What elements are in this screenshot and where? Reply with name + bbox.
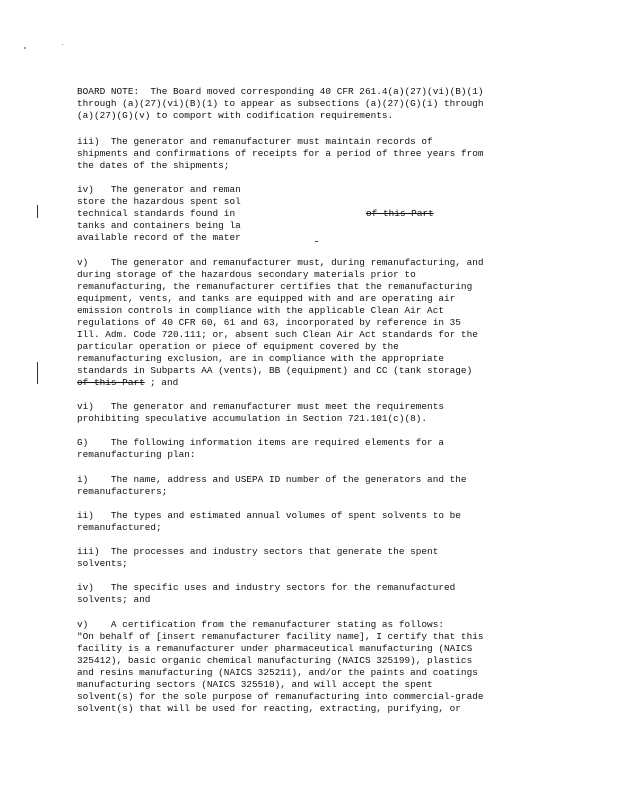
text-line: ii) The types and estimated annual volumes of spent solvents to be xyxy=(77,510,461,521)
text-line: shipments and confirmations of receipts for a period of three years from xyxy=(77,148,484,159)
scan-speck xyxy=(24,47,26,49)
text-line: facility is a remanufacturer under pharmaceutical manufacturing (NAICS xyxy=(77,643,473,654)
text-line: v) A certification from the remanufacturer stating as follows: xyxy=(77,619,444,630)
text-line: regulations of 40 CFR 60, 61 and 63, incorporated by reference in 35 xyxy=(77,317,461,328)
text-line: remanufacturing exclusion, are in compliance with the appropriate xyxy=(77,353,444,364)
struck-text: of this Part xyxy=(366,208,434,219)
text-line: BOARD NOTE: The Board moved corresponding 40 CFR 261.4(a)(27)(vi)(B)(1) xyxy=(77,86,484,97)
text-line: Ill. Adm. Code 720.111; or, absent such Clean Air Act standards for the xyxy=(77,329,478,340)
text-line: "On behalf of [insert remanufacturer facility name], I certify that this xyxy=(77,631,484,642)
text-line: through (a)(27)(vi)(B)(1) to appear as subsections (a)(27)(G)(i) through xyxy=(77,98,484,109)
text-line: prohibiting speculative accumulation in Section 721.101(c)(8). xyxy=(77,413,428,424)
text-line: standards in Subparts AA (vents), BB (equipment) and CC (tank storage) xyxy=(77,365,473,376)
text-line: solvent(s) that will be used for reacting, extracting, purifying, or xyxy=(77,703,461,714)
text-line: v) The generator and remanufacturer must, during remanufacturing, and xyxy=(77,257,484,268)
scan-speck xyxy=(62,44,63,45)
text-line: particular operation or piece of equipment covered by the xyxy=(77,341,399,352)
text-line: iii) The processes and industry sectors that generate the spent xyxy=(77,546,439,557)
text-line: G) The following information items are required elements for a xyxy=(77,437,444,448)
text-line: technical standards found in xyxy=(77,208,236,219)
revision-bar xyxy=(37,362,38,384)
text-line: ; and xyxy=(150,377,179,388)
text-line: remanufacturers; xyxy=(77,486,168,497)
text-line: iii) The generator and remanufacturer must maintain records of xyxy=(77,136,433,147)
text-line: i) The name, address and USEPA ID number of the generators and the xyxy=(77,474,467,485)
text-line: and resins manufacturing (NAICS 325211), and/or the paints and coatings xyxy=(77,667,478,678)
text-line: equipment, vents, and tanks are equipped with and are operating air xyxy=(77,293,456,304)
text-line: tanks and containers being la xyxy=(77,220,241,231)
text-line: remanufactured; xyxy=(77,522,162,533)
text-line: manufacturing sectors (NAICS 325510), and will accept the spent xyxy=(77,679,433,690)
text-line: iv) The specific uses and industry sectors for the remanufactured xyxy=(77,582,456,593)
text-line: remanufacturing, the remanufacturer certifies that the remanufacturing xyxy=(77,281,473,292)
text-line: vi) The generator and remanufacturer must meet the requirements xyxy=(77,401,444,412)
text-line: iv) The generator and reman xyxy=(77,184,241,195)
text-line: the dates of the shipments; xyxy=(77,160,230,171)
text-line: remanufacturing plan: xyxy=(77,449,196,460)
revision-bar xyxy=(37,205,38,218)
text-line: solvents; xyxy=(77,558,128,569)
text-line: solvents; and xyxy=(77,594,151,605)
text-line: during storage of the hazardous secondary materials prior to xyxy=(77,269,416,280)
text-line: (a)(27)(G)(v) to comport with codification requirements. xyxy=(77,110,394,121)
text-line: solvent(s) for the sole purpose of remanufacturing into commercial-grade xyxy=(77,691,484,702)
scan-speck xyxy=(315,241,318,242)
text-line: 325412), basic organic chemical manufacturing (NAICS 325199), plastics xyxy=(77,655,473,666)
text-line: available record of the mater xyxy=(77,232,241,243)
text-line: store the hazardous spent sol xyxy=(77,196,241,207)
text-line: emission controls in compliance with the applicable Clean Air Act xyxy=(77,305,444,316)
struck-text: of this Part xyxy=(77,377,145,388)
